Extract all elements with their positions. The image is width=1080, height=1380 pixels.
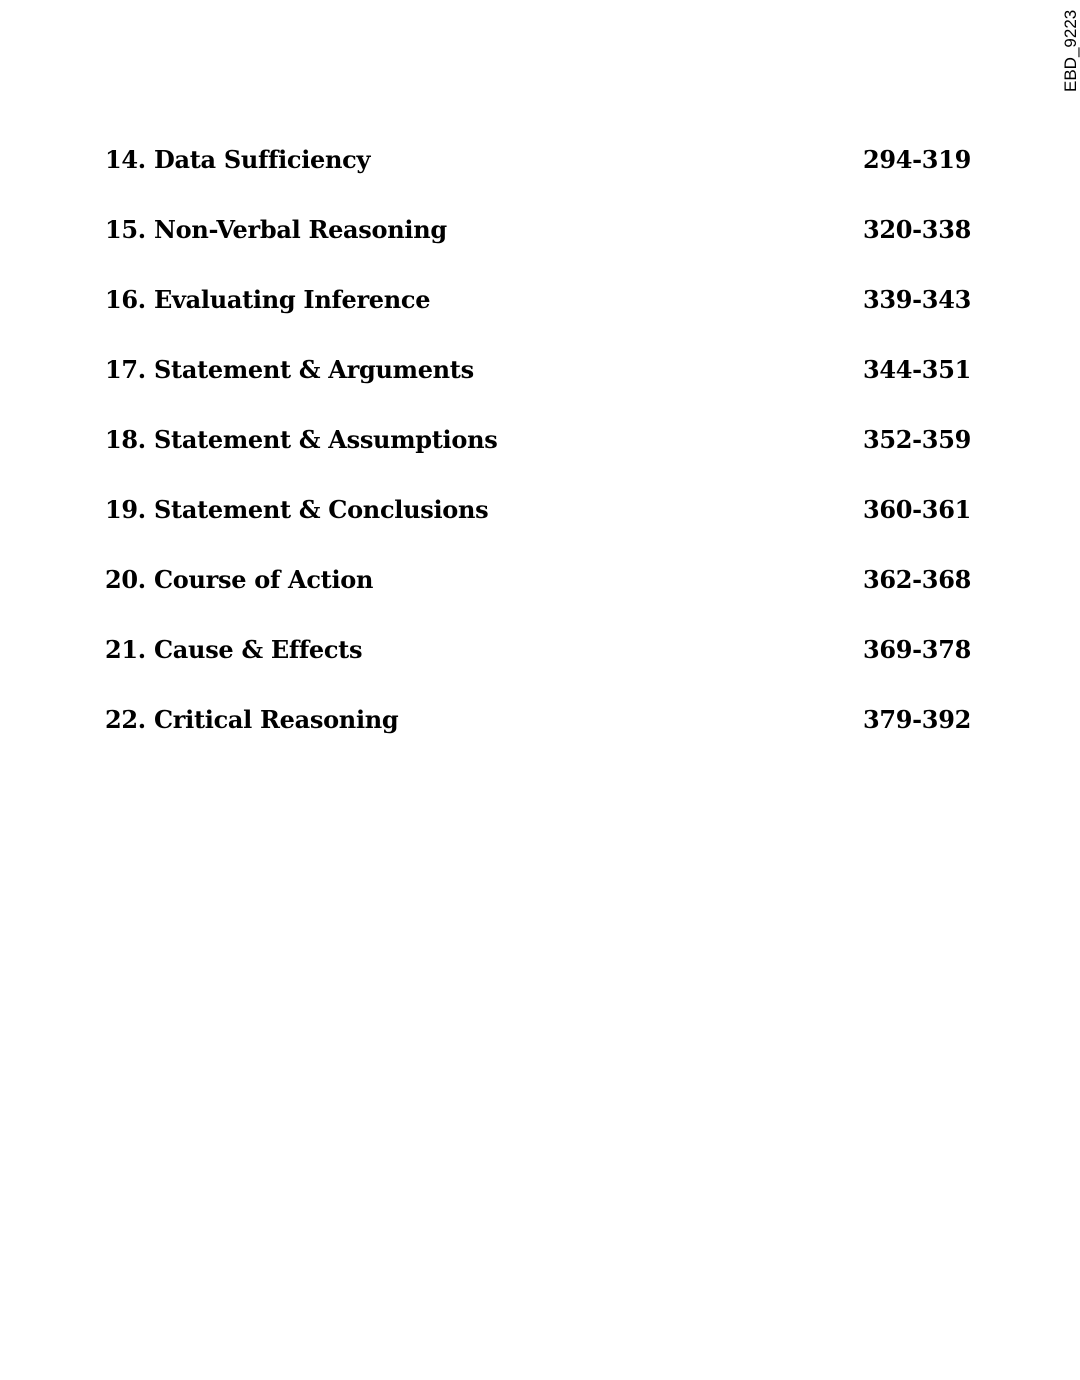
- toc-entry-number: 18.: [105, 425, 146, 454]
- toc-entry-title: Critical Reasoning: [154, 705, 399, 734]
- toc-entry[interactable]: [105, 560, 971, 630]
- toc-entry-pages: 379-392: [862, 705, 971, 734]
- toc-entry-pages: 344-351: [862, 355, 971, 384]
- document-code: [1061, 0, 1080, 92]
- toc-entry[interactable]: [105, 140, 971, 210]
- toc-entry[interactable]: [105, 420, 971, 490]
- toc-entry-pages: 339-343: [862, 285, 971, 314]
- toc-entry-pages: 352-359: [862, 425, 971, 454]
- toc-entry-number: 15.: [105, 215, 146, 244]
- toc-entry-pages: 362-368: [862, 565, 971, 594]
- toc-entry-pages: 360-361: [862, 495, 971, 524]
- toc-entry-number: 14.: [105, 145, 146, 174]
- toc-entry-number: 21.: [105, 635, 146, 664]
- toc-entry-title: Statement & Conclusions: [154, 495, 489, 524]
- table-of-contents: [105, 140, 971, 770]
- toc-entry-pages: 369-378: [862, 635, 971, 664]
- toc-entry-title: Data Sufficiency: [154, 145, 371, 174]
- document-code-text: EBD_9223: [1061, 9, 1080, 92]
- toc-entry[interactable]: [105, 210, 971, 280]
- toc-entry-pages: 320-338: [862, 215, 971, 244]
- toc-entry-title: Evaluating Inference: [154, 285, 431, 314]
- toc-entry[interactable]: [105, 490, 971, 560]
- toc-entry-number: 20.: [105, 565, 146, 594]
- toc-entry-title: Statement & Arguments: [154, 355, 474, 384]
- toc-entry[interactable]: [105, 350, 971, 420]
- toc-entry-number: 16.: [105, 285, 146, 314]
- toc-entry-title: Non-Verbal Reasoning: [154, 215, 447, 244]
- toc-entry-title: Cause & Effects: [154, 635, 363, 664]
- toc-entry-number: 19.: [105, 495, 146, 524]
- toc-entry[interactable]: [105, 700, 971, 770]
- toc-entry[interactable]: [105, 630, 971, 700]
- toc-entry[interactable]: [105, 280, 971, 350]
- toc-entry-title: Course of Action: [154, 565, 374, 594]
- toc-entry-pages: 294-319: [862, 145, 971, 174]
- toc-entry-number: 22.: [105, 705, 146, 734]
- toc-entry-number: 17.: [105, 355, 146, 384]
- toc-entry-title: Statement & Assumptions: [154, 425, 498, 454]
